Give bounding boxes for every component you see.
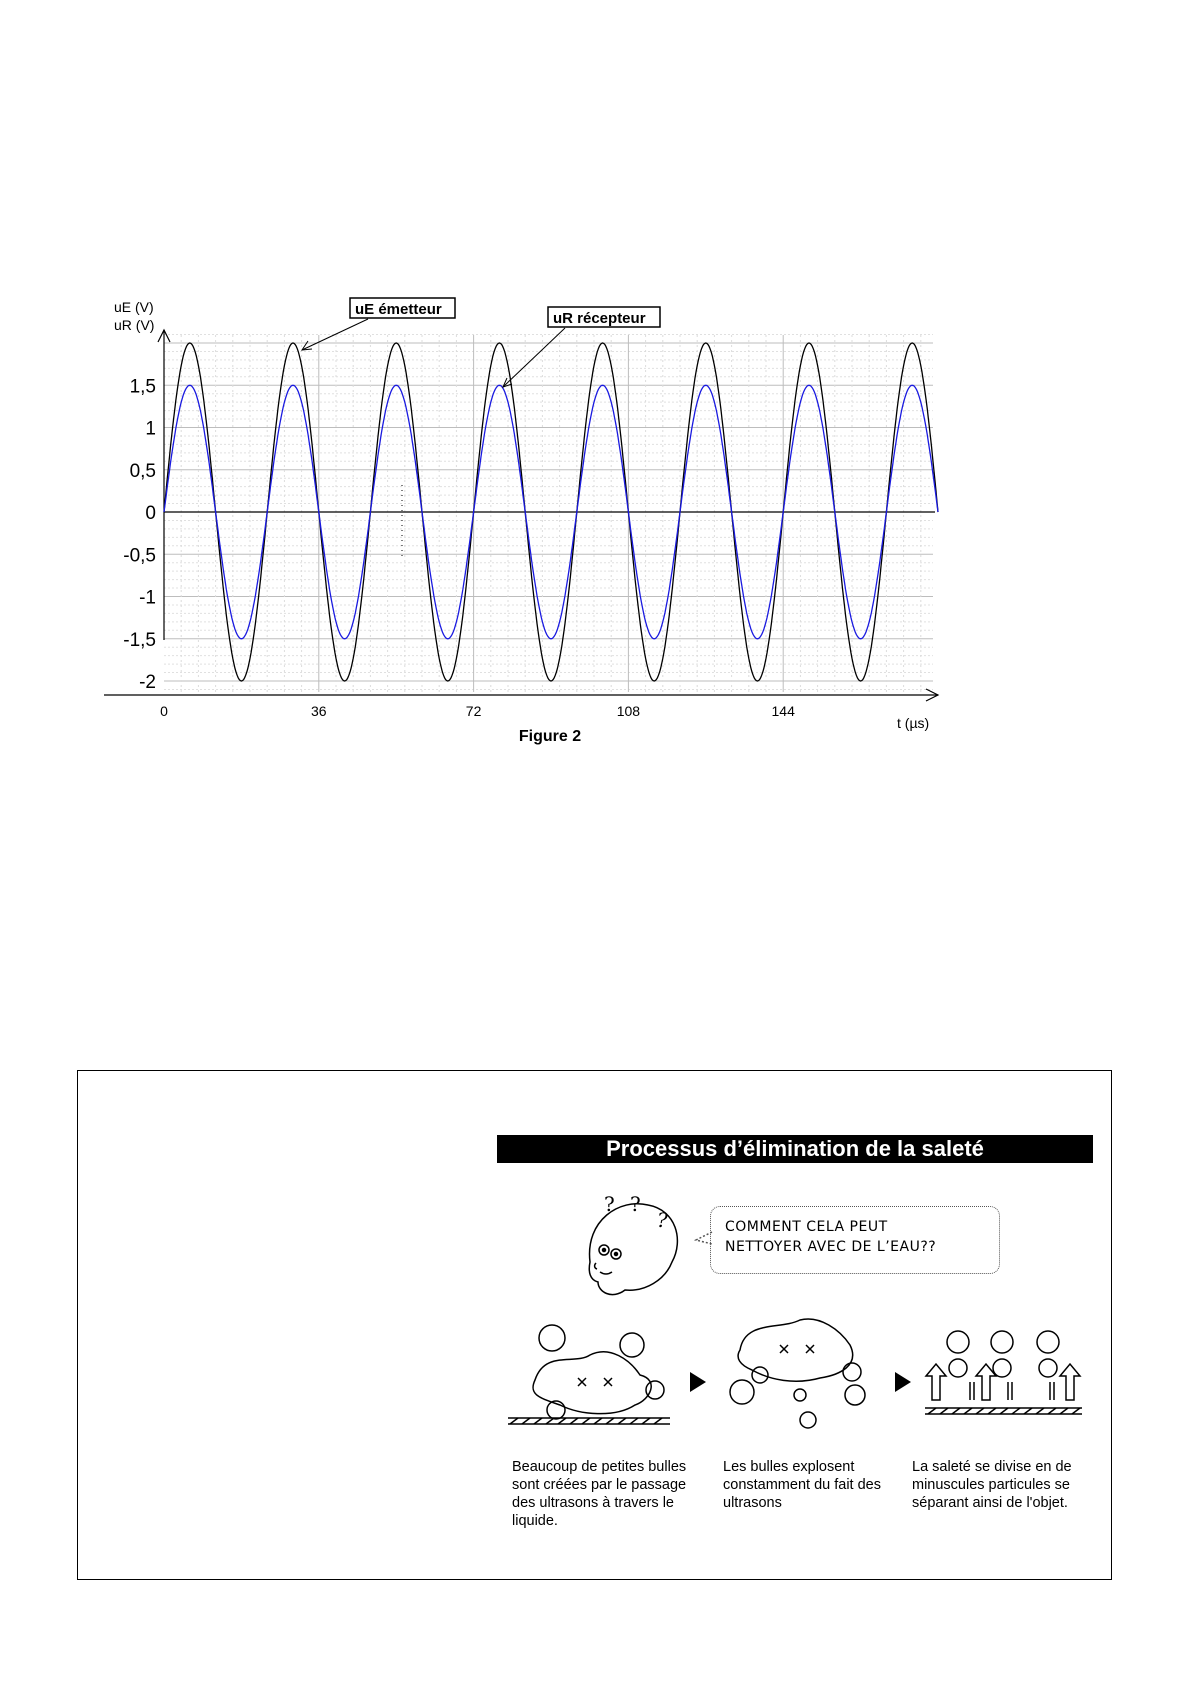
y-tick-label: -1 [139,587,156,609]
speech-line-1: COMMENT CELA PEUT [725,1219,888,1235]
process-banner: Processus d’élimination de la saleté [497,1135,1093,1163]
question-mark-1: ? [604,1192,615,1216]
question-mark-2: ? [630,1192,641,1216]
y-tick-label: 1 [145,418,156,440]
caption-step-3: La saleté se divise en de minuscules particules se séparant ainsi de l'objet. [912,1459,1072,1511]
y-tick-label: 0 [145,503,156,524]
y-tick-label: 1,5 [129,376,156,398]
y-tick-label: 0,5 [129,460,156,482]
caption-step-2: Les bulles explosent constamment du fait des ultrasons [723,1459,881,1511]
speech-line-2: NETTOYER AVEC DE L’EAU?? [725,1239,937,1255]
question-mark-3: ? [657,1208,668,1232]
y-tick-label: -0,5 [123,545,156,567]
x-tick-label: 72 [465,703,482,719]
speech-bubble [710,1206,1000,1274]
caption-step-1: Beaucoup de petites bulles sont créées par le passage des ultrasons à travers le liquide. [512,1459,687,1529]
legend-ur-text: uR récepteur [553,310,646,327]
arrow-right-1 [690,1372,706,1392]
figure-caption: Figure 2 [518,728,582,745]
x-tick-label: 144 [771,703,795,719]
legend-ue-text: uE émetteur [355,301,442,318]
dirt-cluster-3 [925,1331,1082,1414]
y-axis-label-2: uR (V) [114,317,155,333]
x-tick-label: 36 [311,703,327,719]
x-tick-label: 0 [160,703,168,719]
y-tick-label: -1,5 [123,629,156,651]
y-tick-label: -2 [139,672,156,693]
dirt-cluster-2 [730,1319,865,1428]
arrow-right-2 [895,1372,911,1392]
y-axis-label-1: uE (V) [114,299,154,315]
x-axis-label: t (µs) [897,715,930,731]
x-tick-label: 108 [616,703,641,719]
dirt-cluster-1 [508,1325,670,1424]
